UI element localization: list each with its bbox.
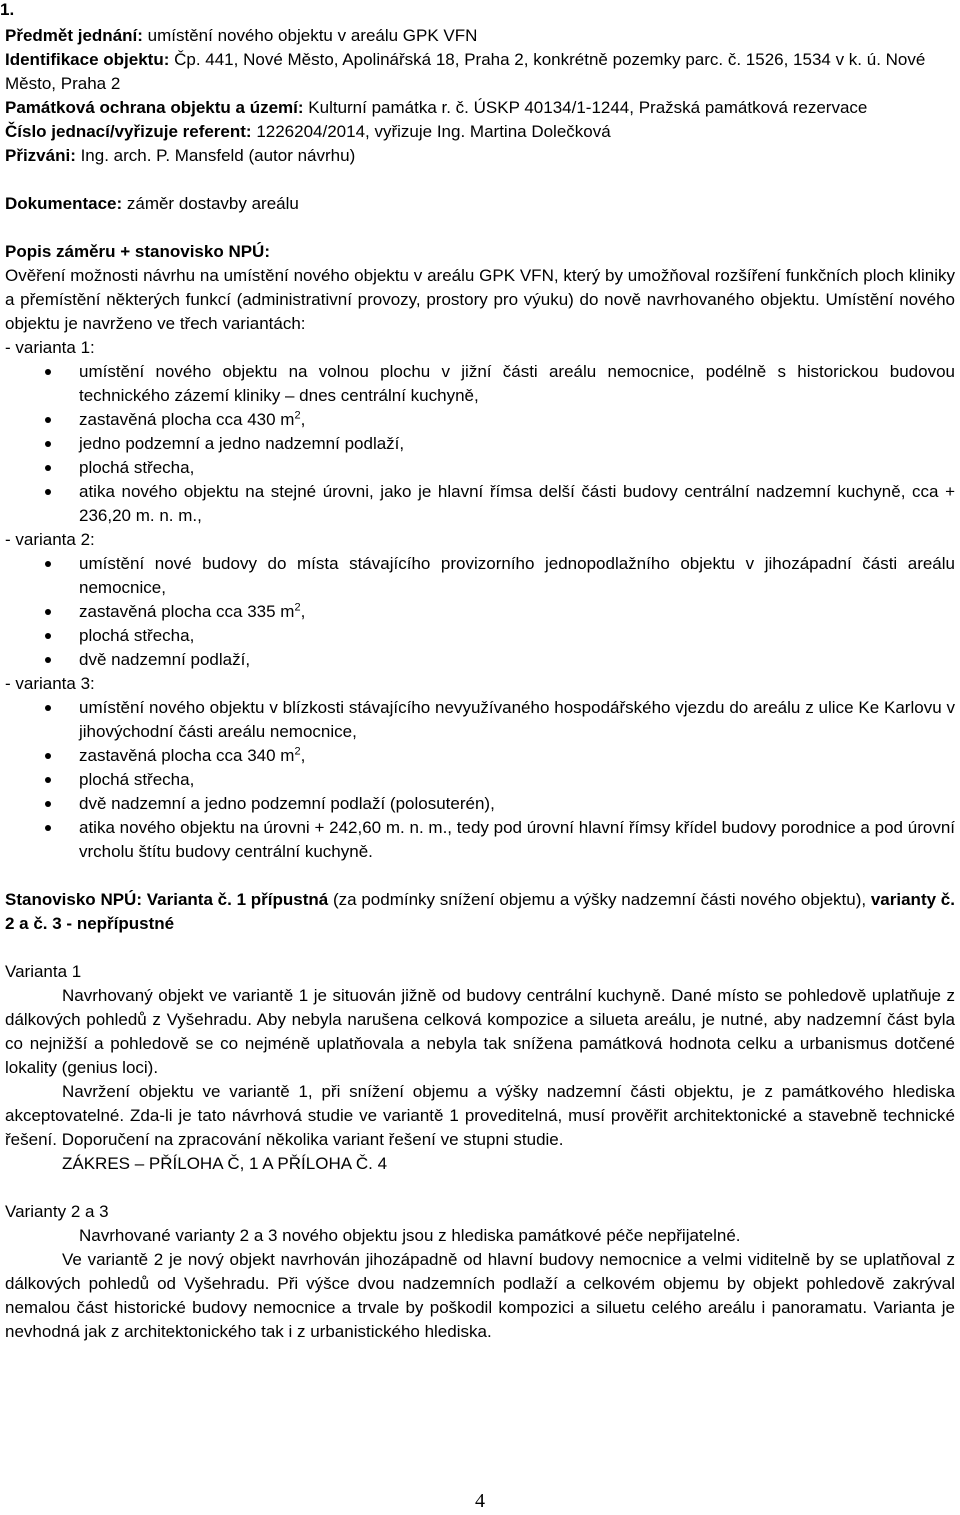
dokumentace-value: záměr dostavby areálu xyxy=(122,194,299,213)
bullet-text xyxy=(79,456,955,480)
bullet-icon xyxy=(45,705,51,711)
bullet-text xyxy=(79,480,955,528)
bullet-text-main: jedno podzemní a jedno nadzemní podlaží, xyxy=(79,434,405,453)
bullet-text-main: dvě nadzemní podlaží, xyxy=(79,650,251,669)
bullet-text xyxy=(79,648,955,672)
bullet-icon xyxy=(45,561,51,567)
bullet-icon xyxy=(45,753,51,759)
document-page xyxy=(5,24,955,1344)
bullet-icon xyxy=(45,777,51,783)
varianta1-title: Varianta 1 xyxy=(5,962,82,981)
zakres-note: ZÁKRES – PŘÍLOHA Č, 1 A PŘÍLOHA Č. 4 xyxy=(62,1154,388,1173)
bullet-text xyxy=(79,696,955,744)
identifikace-value: Čp. 441, Nové Město, Apolinářská 18, Praha 2, konkrétně pozemky parc. č. 1526, 1534 v k. ú. Nové Město, Praha 2 xyxy=(5,50,926,93)
superscript: 2 xyxy=(294,745,301,758)
varianty23-title: Varianty 2 a 3 xyxy=(5,1202,109,1221)
prizvani-line xyxy=(5,144,955,168)
bullet-text-main: plochá střecha, xyxy=(79,626,195,645)
prizvani-label: Přizváni: xyxy=(5,146,76,165)
bullet-text-main: dvě nadzemní a jedno podzemní podlaží (polosuterén), xyxy=(79,794,495,813)
variant-bullet-item xyxy=(5,744,955,768)
popis-intro: Ověření možnosti návrhu na umístění nového objektu v areálu GPK VFN, který by umožňoval rozšíření funkčních ploch kliniky a přemístění některých funkcí (administrativní provozy, prostory pro výuku) do nově navrhovaného objektu. Umístění nového objektu je navrženo ve třech variantách: xyxy=(5,266,955,333)
bullet-text xyxy=(79,432,955,456)
variant-label: - varianta 1: xyxy=(5,338,95,357)
stanovisko-line xyxy=(5,888,955,936)
variant-bullet-item xyxy=(5,456,955,480)
stanovisko-v1: Varianta č. 1 přípustná xyxy=(142,890,329,909)
bullet-icon xyxy=(45,609,51,615)
bullet-icon xyxy=(45,465,51,471)
superscript: 2 xyxy=(294,409,301,422)
ochrana-label: Památková ochrana objektu a území: xyxy=(5,98,304,117)
bullet-icon xyxy=(45,633,51,639)
variant-bullet-item xyxy=(5,408,955,432)
bullet-text xyxy=(79,744,955,768)
ochrana-line xyxy=(5,96,955,120)
variant-bullet-item xyxy=(5,768,955,792)
bullet-text-main: umístění nového objektu na volnou plochu v jižní části areálu nemocnice, podélně s historickou budovou technického zázemí kliniky – dnes centrální kuchyně, xyxy=(79,362,955,405)
header-block xyxy=(5,24,955,168)
bullet-text xyxy=(79,768,955,792)
stanovisko-v23: varianty č. 2 a č. 3 - nepřípustné xyxy=(5,890,955,933)
popis-title: Popis záměru + stanovisko NPÚ: xyxy=(5,242,270,261)
cislo-value: 1226204/2014, vyřizuje Ing. Martina Dolečková xyxy=(251,122,611,141)
variant-bullet-item xyxy=(5,480,955,528)
stanovisko-label: Stanovisko NPÚ: xyxy=(5,890,142,909)
bullet-text-main: plochá střecha, xyxy=(79,458,195,477)
bullet-icon xyxy=(45,801,51,807)
predmet-value: umístění nového objektu v areálu GPK VFN xyxy=(142,26,478,45)
stanovisko-mid: (za podmínky snížení objemu a výšky nadzemní části nového objektu), xyxy=(328,890,867,909)
bullet-text xyxy=(79,552,955,600)
heading-number: 1. xyxy=(0,0,15,19)
bullet-text xyxy=(79,624,955,648)
variant-bullet-item xyxy=(5,600,955,624)
bullet-icon xyxy=(45,369,51,375)
variant-bullet-item xyxy=(5,552,955,600)
bullet-text-main: umístění nové budovy do místa stávajícího provizorního jednopodlažního objektu v jihozápadní části areálu nemocnice, xyxy=(79,554,955,597)
variant-bullet-item xyxy=(5,696,955,744)
varianty23-p2: Ve variantě 2 je nový objekt navrhován jihozápadně od hlavní budovy nemocnice a velmi viditelně by se uplatňoval z dálkových pohledů od Vyšehradu. Při výšce dvou nadzemních podlaží a celkovém objemu by objekt pohledově zakrýval nemalou část historické budovy nemocnice a trvale by poškodil kompozici a siluetu celého areálu i panoramatu. Varianta je nevhodná jak z architektonického tak i z urbanistického hlediska. xyxy=(5,1250,955,1341)
variants-list xyxy=(5,336,955,864)
comma: , xyxy=(300,746,306,765)
variant-bullet-item xyxy=(5,624,955,648)
bullet-text xyxy=(79,816,955,864)
ochrana-value: Kulturní památka r. č. ÚSKP 40134/1-1244, Pražská památková rezervace xyxy=(303,98,868,117)
bullet-text xyxy=(79,360,955,408)
variant-bullet-item xyxy=(5,360,955,408)
bullet-text-main: umístění nového objektu v blízkosti stávajícího nevyužívaného hospodářského vjezdu do areálu z ulice Ke Karlovu v jihovýchodní části areálu nemocnice, xyxy=(79,698,955,741)
identifikace-line xyxy=(5,48,955,96)
bullet-text-main: plochá střecha, xyxy=(79,770,195,789)
predmet-label: Předmět jednání: xyxy=(5,26,143,45)
dokumentace-line xyxy=(5,192,955,216)
bullet-icon xyxy=(45,657,51,663)
cislo-label: Číslo jednací/vyřizuje referent: xyxy=(5,122,252,141)
superscript: 2 xyxy=(294,601,301,614)
comma: , xyxy=(300,410,306,429)
varianty23-p1: Navrhované varianty 2 a 3 nového objektu jsou z hlediska památkové péče nepřijatelné. xyxy=(79,1226,741,1245)
varianta1-p1: Navrhovaný objekt ve variantě 1 je situován jižně od budovy centrální kuchyně. Dané místo se pohledově uplatňuje z dálkových pohledů z Vyšehradu. Aby nebyla narušena celková kompozice a silueta areálu, je nutné, aby nadzemní část byla co nejnižší a pohledově se co nejméně uplatňovala a nebyla tak snížena památková hodnota celku a urbanismus dotčené lokality (genius loci). xyxy=(5,986,955,1077)
bullet-icon xyxy=(45,489,51,495)
variant-bullet-item xyxy=(5,816,955,864)
bullet-text xyxy=(79,600,955,624)
variant-bullet-item xyxy=(5,432,955,456)
dokumentace-label: Dokumentace: xyxy=(5,194,123,213)
identifikace-label: Identifikace objektu: xyxy=(5,50,170,69)
predmet-line xyxy=(5,24,955,48)
variant-label: - varianta 3: xyxy=(5,674,95,693)
bullet-icon xyxy=(45,441,51,447)
prizvani-value: Ing. arch. P. Mansfeld (autor návrhu) xyxy=(75,146,356,165)
varianta1-p2: Navržení objektu ve variantě 1, při snížení objemu a výšky nadzemní části objektu, je z památkového hlediska akceptovatelné. Zda-li je tato návrhová studie ve variantě 1 proveditelná, musí prověřit architektonické a stavebně technické řešení. Doporučení na zpracování několika variant řešení ve stupni studie. xyxy=(5,1082,955,1149)
bullet-text-main: zastavěná plocha cca 340 m xyxy=(79,746,295,765)
bullet-icon xyxy=(45,825,51,831)
bullet-text-main: atika nového objektu na stejné úrovni, jako je hlavní římsa delší části budovy centrální nadzemní kuchyně, cca + 236,20 m. n. m., xyxy=(79,482,955,525)
bullet-icon xyxy=(45,417,51,423)
bullet-text xyxy=(79,792,955,816)
comma: , xyxy=(300,602,306,621)
variant-bullet-item xyxy=(5,648,955,672)
bullet-text-main: zastavěná plocha cca 335 m xyxy=(79,602,295,621)
bullet-text-main: atika nového objektu na úrovni + 242,60 m. n. m., tedy pod úrovní hlavní římsy křídel budovy porodnice a pod úrovní vrcholu štítu budovy centrální kuchyně. xyxy=(79,818,955,861)
variant-bullet-item xyxy=(5,792,955,816)
cislo-line xyxy=(5,120,955,144)
bullet-text xyxy=(79,408,955,432)
page-number: 4 xyxy=(475,1490,485,1512)
variant-label: - varianta 2: xyxy=(5,530,95,549)
bullet-text-main: zastavěná plocha cca 430 m xyxy=(79,410,295,429)
